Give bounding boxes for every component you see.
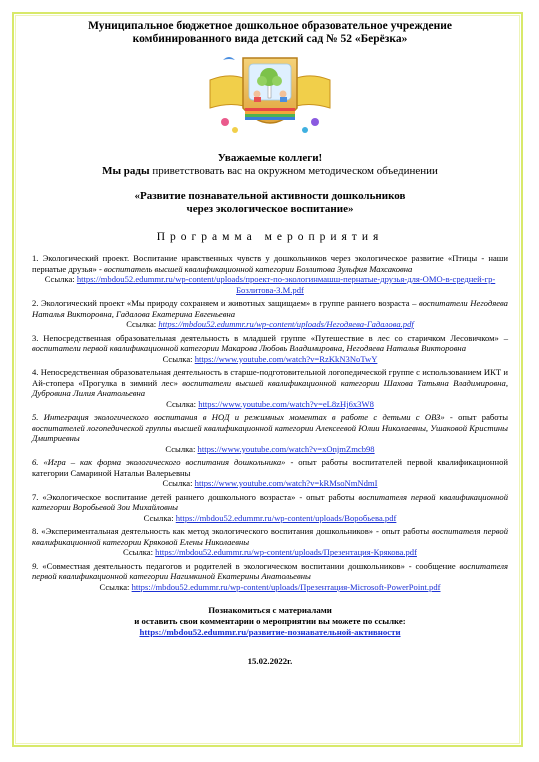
- closing-line-1: Познакомиться с материалами: [208, 605, 332, 615]
- item-6-link-line: [32, 478, 508, 489]
- greeting: [32, 152, 508, 178]
- item-5-authors: воспитателей логопедической группы высшей квалификационной категории Алексеевой Юлии Николаевны, Ушаковой Кристины Дмитриевны: [32, 422, 508, 443]
- item-5-link-prefix: Ссылка:: [165, 443, 196, 454]
- seminar-theme: [32, 190, 508, 216]
- institution-line-2: комбинированного вида детский сад № 52 «Берёзка»: [132, 33, 408, 45]
- program-item-1: [32, 253, 508, 295]
- item-1-authors: воспитатель высшей квалификационной категории Бозлитова Зульфия Махсаковна: [103, 263, 413, 274]
- item-3-text: 3. Непосредственная образовательная деятельность в младшей группе «Путешествие в лес со старичком Лесовичком» –: [32, 332, 508, 343]
- item-9-link-line: [32, 582, 508, 593]
- item-1-text: 1. Экологический проект. Воспитание нравственных чувств у дошкольников через экологическое развитие «Птицы - наши пернатые друзья» -: [32, 253, 508, 274]
- item-2-link-prefix: Ссылка:: [126, 319, 157, 329]
- item-4-authors: воспитатели высшей квалификационной категории Шахова Татьяна Владимировна, Дубровина Лилия Анатольевна: [32, 377, 508, 398]
- program-item-5: [32, 412, 508, 454]
- item-9-link-prefix: Ссылка:: [99, 581, 130, 592]
- item-2-authors: воспитатели Негодяева Наталья Викторовна, Гадалова Екатерина Евгеньевна: [32, 298, 508, 319]
- program-item-3: [32, 333, 508, 365]
- greeting-title: Уважаемые коллеги!: [217, 152, 323, 164]
- item-8-link-line: [32, 547, 508, 558]
- item-5-link-line: [32, 444, 508, 455]
- closing-block: [32, 605, 508, 638]
- item-1-link-line: [32, 274, 508, 295]
- item-8-link[interactable]: https://mbdou52.edummr.ru/wp-content/uploads/Презентация-Крякова.pdf: [155, 547, 417, 557]
- theme-line-2: через экологическое воспитание»: [186, 203, 354, 215]
- item-3-authors: воспитатели первой квалификационной категории Макарова Любовь Владимировна, Негодяева Наталья Викторовна: [32, 343, 466, 353]
- item-5-mid: - опыт работы: [449, 412, 508, 422]
- institution-line-1: Муниципальное бюджетное дошкольное образовательное учреждение: [88, 20, 452, 32]
- item-3-link-prefix: Ссылка:: [162, 353, 193, 364]
- item-5-link[interactable]: https://www.youtube.com/watch?v=xOnjmZmcb98: [197, 443, 375, 454]
- item-1-link[interactable]: https://mbdou52.edummr.ru/wp-content/uploads/проект-по-экологинмашш-пернатые-друзья-для-ОМО-в-средней-гр-Бозлитова-З.М.pdf: [76, 274, 496, 295]
- item-4-link[interactable]: https://www.youtube.com/watch?v=eL8zHj6x3W8: [198, 398, 374, 409]
- item-6-link[interactable]: https://www.youtube.com/watch?v=kRMsoNmNdmI: [194, 478, 378, 488]
- theme-line-1: «Развитие познавательной активности дошкольников: [134, 190, 406, 202]
- item-7-link-line: [32, 513, 508, 524]
- item-4-link-prefix: Ссылка:: [166, 398, 197, 409]
- item-7-link[interactable]: https://mbdou52.edummr.ru/wp-content/uploads/Воробьева.pdf: [175, 512, 397, 523]
- item-2-link[interactable]: https://mbdou52.edummr.ru/wp-content/uploads/Негодяева-Гадалова.pdf: [158, 319, 414, 329]
- greeting-line: [32, 165, 508, 178]
- program-item-7: [32, 492, 508, 524]
- item-1-link-prefix: Ссылка:: [44, 274, 75, 284]
- item-8-authors: воспитателя первой квалификационной категории Кряковой Елены Николаевны: [32, 526, 508, 547]
- greeting-bold: Мы рады: [102, 165, 150, 177]
- item-9-link[interactable]: https://mbdou52.edummr.ru/wp-content/uploads/Презентация-Microsoft-PowerPoint.pdf: [131, 581, 441, 592]
- program-title: Программа мероприятия: [156, 231, 384, 243]
- program-item-2: [32, 298, 508, 330]
- item-2-text: 2. Экологический проект «Мы природу сохраняем и животных защищаем» в группе раннего возраста –: [32, 298, 417, 308]
- item-4-text: 4. Непосредственная образовательная деятельность в старше-подготовительной логопедической группе с использованием ИКТ и Ай-стопера «Прогулка в зимний лес»: [32, 367, 508, 388]
- program-item-9: [32, 561, 508, 593]
- item-6-authors: - опыт работы воспитателей первой квалификационной категории Самариной Натальи Валерьевны: [32, 457, 508, 478]
- program-item-8: [32, 526, 508, 558]
- program-item-4: [32, 367, 508, 409]
- item-8-link-prefix: Ссылка:: [123, 547, 153, 557]
- item-7-text: 7. «Экологическое воспитание детей раннего дошкольного возраста» - опыт работы: [32, 491, 355, 502]
- greeting-rest: приветствовать вас на окружном методическом объединении: [152, 165, 438, 177]
- item-6-link-prefix: Ссылка:: [162, 478, 193, 488]
- kindergarten-logo: [32, 50, 508, 142]
- item-2-link-line: [32, 319, 508, 330]
- item-9-authors: воспитателя первой квалификационной категории Нагимкиной Екатерины Анатольевны: [32, 560, 508, 581]
- institution-header: [32, 20, 508, 46]
- document-body: [32, 20, 508, 666]
- document-date: 15.02.2022г.: [247, 656, 293, 666]
- item-6-text: 6. «Игра – как форма экологического воспитания дошкольника»: [32, 457, 286, 467]
- closing-link[interactable]: https://mbdou52.edummr.ru/развитие-познавательной-активности: [139, 627, 401, 637]
- item-9-number: 9.: [32, 560, 39, 571]
- item-3-link-line: [32, 354, 508, 365]
- berezka-emblem-icon: [205, 50, 335, 142]
- item-7-authors: воспитателя первой квалификационной категории Воробьевой Зои Михайловны: [32, 491, 508, 512]
- item-8-text: 8. «Экспериментальная деятельность как метод экологического воспитания дошкольников» - опыт работы: [32, 526, 430, 536]
- closing-line-2: и оставить свои комментарии о мероприятии вы можете по ссылке:: [134, 616, 406, 626]
- item-7-link-prefix: Ссылка:: [143, 512, 174, 523]
- item-4-link-line: [32, 399, 508, 410]
- item-9-text: «Совместная деятельность педагогов и родителей в экологическом воспитании дошкольников» - сообщение: [42, 560, 456, 571]
- item-5-text: 5. Интеграция экологического воспитания в НОД и режимных моментах в работе с детьми с ОВЗ»: [32, 412, 445, 422]
- program-item-6: [32, 457, 508, 489]
- item-3-link[interactable]: https://www.youtube.com/watch?v=RzKkN3NoTwY: [194, 353, 378, 364]
